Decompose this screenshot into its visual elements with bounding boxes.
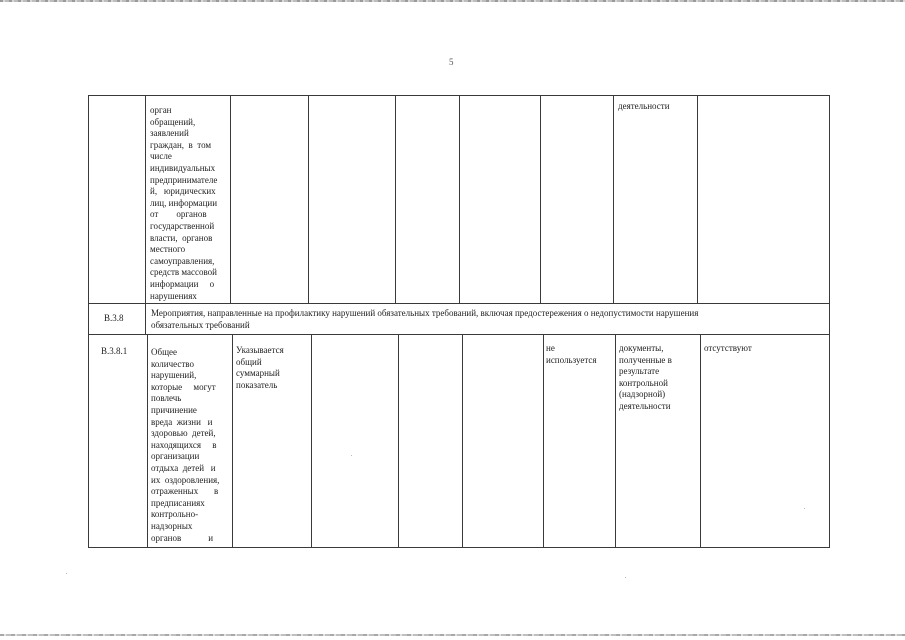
section-code: В.3.8 — [104, 313, 124, 323]
section-title: Мероприятия, направленные на профилактику нарушений обязательных требований, включая предостережения о недопустимости нарушения обязательных требований — [151, 308, 699, 330]
indicator-code: В.3.8.1 — [101, 346, 128, 356]
scan-speck — [625, 577, 626, 578]
continuation-source-text: деятельности — [618, 101, 670, 111]
data-source: документы, полученные в результате контрольной (надзорной) деятельности — [619, 343, 672, 411]
continuation-indicator-text: орган обращений, заявлений граждан, в том числе индивидуальных предпринимателе й, юридических лиц, информации от органов государственной власти, органов местного самоуправления, средств массовой информации о нарушениях — [150, 105, 218, 301]
indicator-status: отсутствуют — [704, 343, 752, 353]
scan-speck — [804, 508, 805, 509]
indicator-description: Общее количество нарушений, которые могут повлечь причинение вреда жизни и здоровью детей, находящихся в организации отдыха детей и их оздоровления, отраженных в предписаниях контрольно- надзорных органов и — [151, 347, 220, 543]
usage-status: не используется — [546, 343, 597, 365]
page-number: 5 — [449, 57, 454, 67]
scan-speck — [66, 573, 67, 574]
calculation-method: Указывается общий суммарный показатель — [236, 345, 284, 390]
scan-speck — [351, 455, 352, 456]
